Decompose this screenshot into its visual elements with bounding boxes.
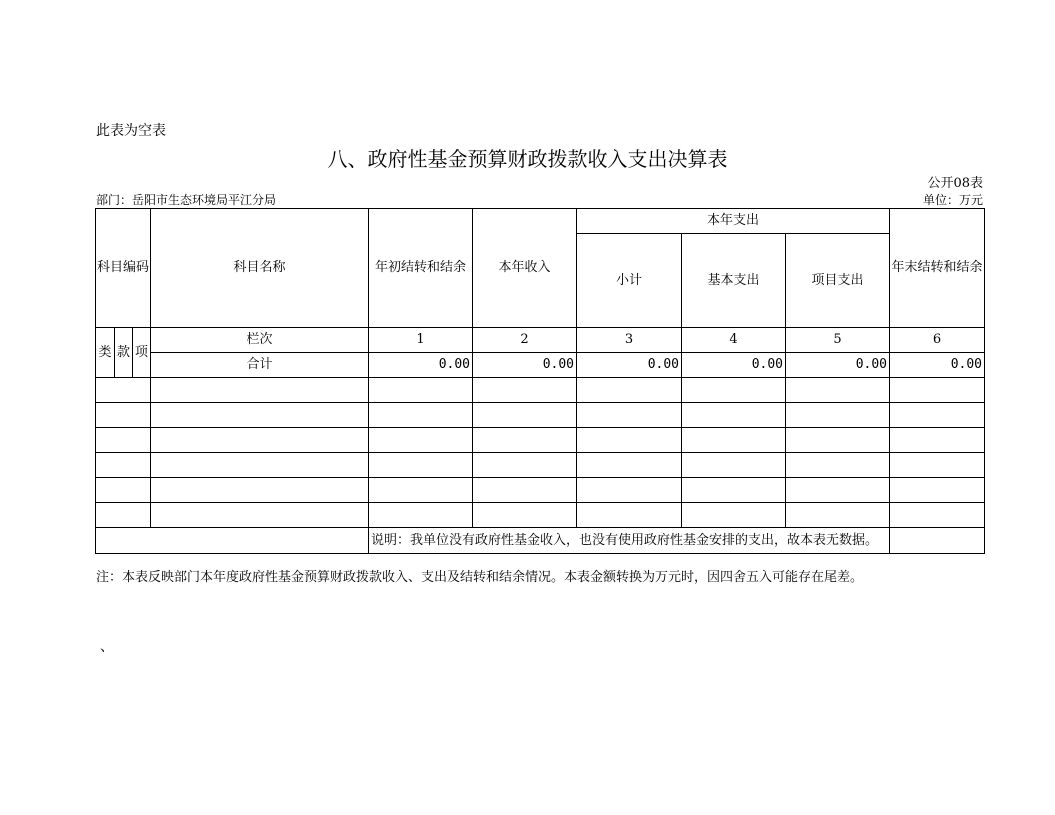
header-end-balance: 年末结转和结余	[890, 209, 985, 328]
header-begin-balance: 年初结转和结余	[369, 209, 473, 328]
total-label: 合计	[151, 353, 369, 378]
explanation-end-cell	[890, 528, 985, 554]
total-value: 0.00	[577, 353, 682, 378]
header-subject-name: 科目名称	[151, 209, 369, 328]
header-basic-expense: 基本支出	[682, 234, 786, 328]
unit-label: 单位：万元	[922, 193, 983, 207]
page-title: 八、政府性基金预算财政拨款收入支出决算表	[327, 147, 728, 171]
column-index: 2	[473, 328, 577, 353]
table-row	[96, 403, 985, 428]
explanation-spacer	[96, 528, 369, 554]
column-index: 6	[890, 328, 985, 353]
explanation-note: 说明：我单位没有政府性基金收入，也没有使用政府性基金安排的支出，故本表无数据。	[369, 528, 890, 554]
column-index: 1	[369, 328, 473, 353]
header-item: 项	[133, 328, 151, 378]
column-index: 3	[577, 328, 682, 353]
header-subtotal: 小计	[577, 234, 682, 328]
total-value: 0.00	[682, 353, 786, 378]
table-row	[96, 378, 985, 403]
total-value: 0.00	[890, 353, 985, 378]
column-index: 4	[682, 328, 786, 353]
header-project-expense: 项目支出	[786, 234, 890, 328]
header-current-expense: 本年支出	[577, 209, 890, 234]
header-category: 类	[96, 328, 115, 378]
column-index-label: 栏次	[151, 328, 369, 353]
total-value: 0.00	[473, 353, 577, 378]
column-index: 5	[786, 328, 890, 353]
trailing-mark: 、	[100, 639, 114, 655]
footnote: 注：本表反映部门本年度政府性基金预算财政拨款收入、支出及结转和结余情况。本表金额转换为万元时，因四舍五入可能存在尾差。	[96, 570, 864, 585]
table-row	[96, 503, 985, 528]
header-current-income: 本年收入	[473, 209, 577, 328]
fund-table	[95, 208, 985, 554]
department-label: 部门：岳阳市生态环境局平江分局	[96, 193, 277, 207]
header-subject-code: 科目编码	[96, 209, 151, 328]
table-row	[96, 478, 985, 503]
table-row	[96, 453, 985, 478]
empty-table-note: 此表为空表	[96, 123, 166, 139]
total-value: 0.00	[369, 353, 473, 378]
header-section: 款	[115, 328, 133, 378]
form-number: 公开08表	[927, 176, 983, 191]
total-value: 0.00	[786, 353, 890, 378]
table-row	[96, 428, 985, 453]
